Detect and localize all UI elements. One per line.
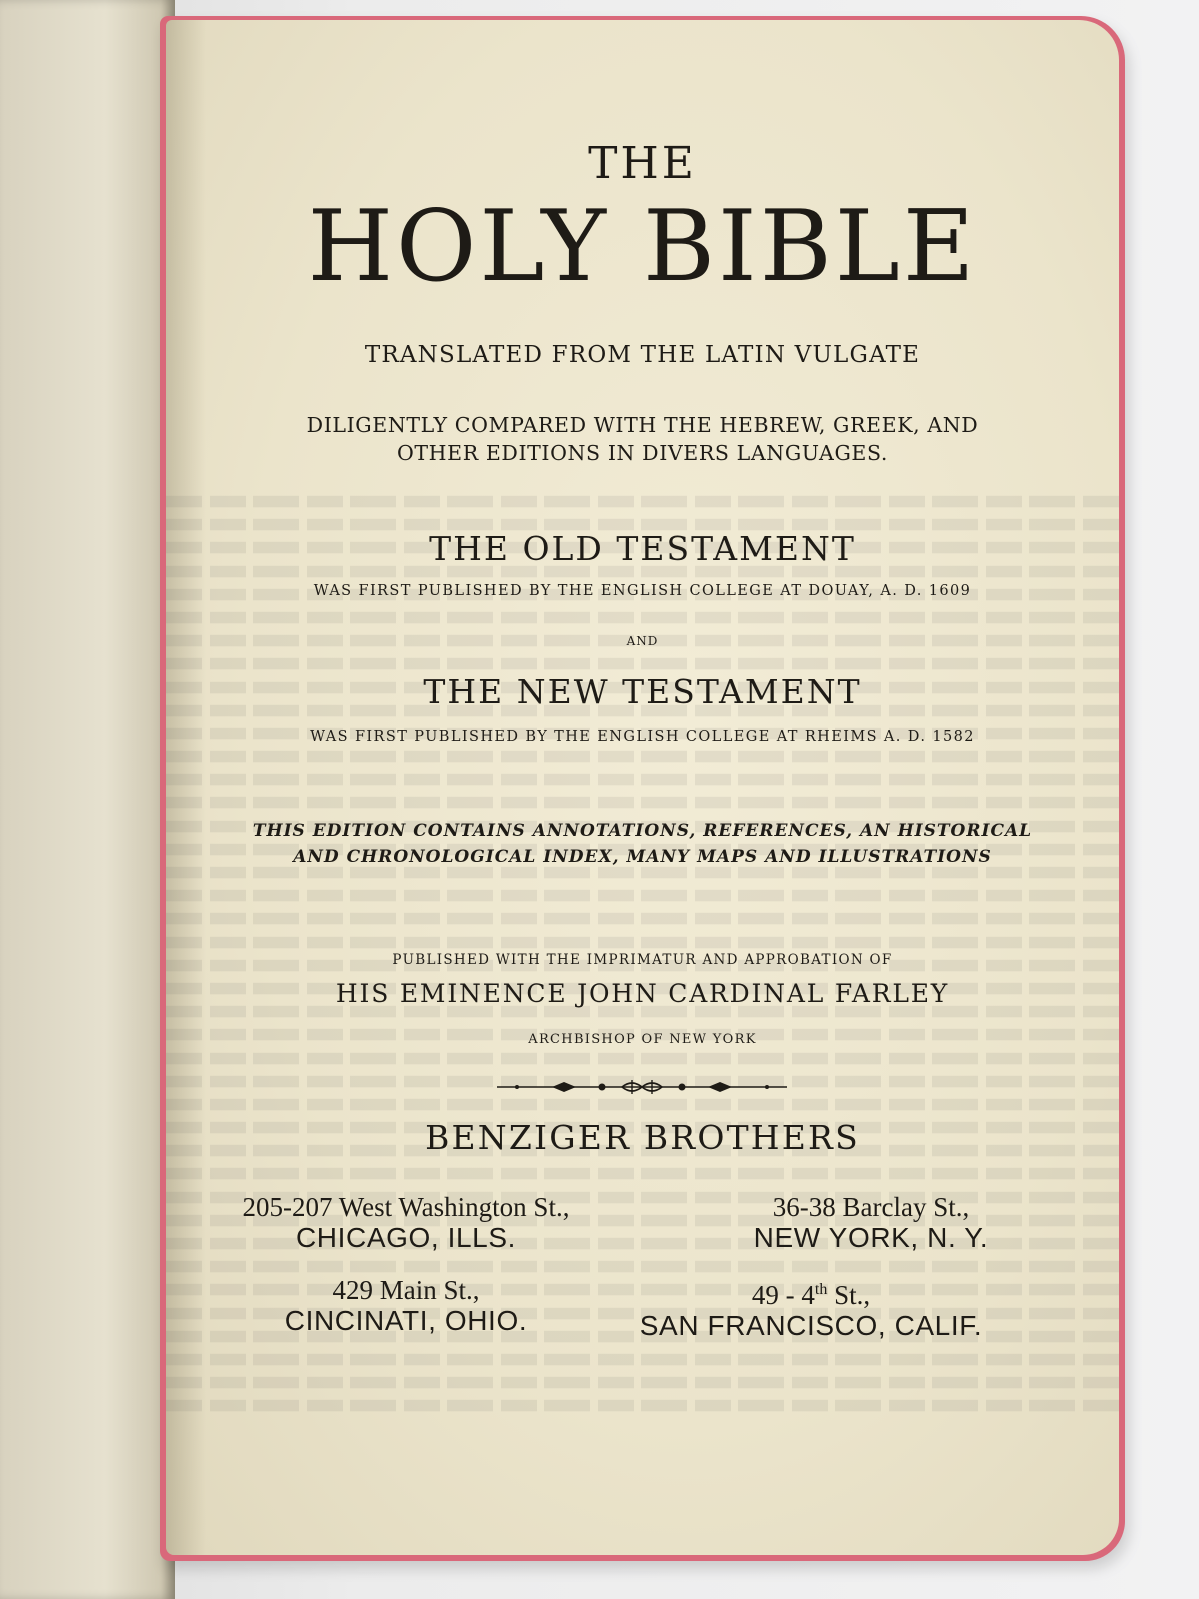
ordinal-suffix: th (814, 1281, 828, 1298)
address-chicago (226, 1192, 586, 1254)
show-through-line (166, 936, 1119, 948)
show-through-line (166, 658, 1119, 670)
old-testament-published: WAS FIRST PUBLISHED BY THE ENGLISH COLLEGE AT DOUAY, A. D. 1609 (313, 583, 972, 599)
left-page-edge (0, 0, 175, 1599)
edition-line-1: THIS EDITION CONTAINS ANNOTATIONS, REFERENCES, AN HISTORICAL (252, 821, 1033, 841)
address-street: 429 Main St., (332, 1275, 480, 1305)
show-through-line (166, 1052, 1119, 1064)
edition-line-2: AND CHRONOLOGICAL INDEX, MANY MAPS AND ILLUSTRATIONS (293, 847, 992, 867)
diligently-line-1: DILIGENTLY COMPARED WITH THE HEBREW, GREEK, AND (306, 413, 979, 437)
new-testament-heading: THE NEW TESTAMENT (423, 672, 862, 711)
address-san-francisco (601, 1275, 1021, 1342)
address-street (601, 1275, 1021, 1310)
show-through-line (166, 496, 1119, 508)
title-page (166, 20, 1119, 1555)
and-word: AND (626, 634, 659, 648)
title-holy-bible: HOLY BIBLE (307, 190, 978, 304)
old-testament-heading: THE OLD TESTAMENT (429, 529, 856, 568)
address-city: SAN FRANCISCO, CALIF. (639, 1310, 983, 1341)
published-with-line: PUBLISHED WITH THE IMPRIMATUR AND APPROBATION OF (392, 952, 893, 968)
show-through-line (166, 1261, 1119, 1273)
show-through-line (166, 1377, 1119, 1389)
show-through-line (166, 913, 1119, 925)
show-through-line (166, 1354, 1119, 1366)
show-through-line (166, 867, 1119, 879)
show-through-line (166, 751, 1119, 763)
show-through-line (166, 1168, 1119, 1180)
address-cincinati (226, 1275, 586, 1337)
address-city: NEW YORK, N. Y. (753, 1222, 989, 1253)
address-street: 205-207 West Washington St., (242, 1192, 570, 1222)
ornament-divider-icon (492, 1077, 792, 1097)
diligently-line-2: OTHER EDITIONS IN DIVERS LANGUAGES. (396, 441, 889, 465)
show-through-line (166, 1400, 1119, 1412)
publisher-name: BENZIGER BROTHERS (425, 1118, 860, 1157)
show-through-line (166, 1099, 1119, 1111)
new-testament-published: WAS FIRST PUBLISHED BY THE ENGLISH COLLEGE AT RHEIMS A. D. 1582 (310, 729, 975, 745)
translated-line: TRANSLATED FROM THE LATIN VULGATE (364, 342, 921, 368)
show-through-line (166, 612, 1119, 624)
address-street: 36-38 Barclay St., (772, 1192, 970, 1222)
street-name: St., (827, 1280, 871, 1310)
title-the: THE (588, 138, 697, 189)
show-through-line (166, 774, 1119, 786)
show-through-line (166, 890, 1119, 902)
show-through-line (166, 797, 1119, 809)
address-city: CINCINATI, OHIO. (284, 1305, 528, 1336)
street-number: 49 - 4 (751, 1280, 815, 1310)
address-new-york (691, 1192, 1051, 1254)
cardinal-name: HIS EMINENCE JOHN CARDINAL FARLEY (335, 979, 950, 1008)
address-city: CHICAGO, ILLS. (295, 1222, 516, 1253)
archbishop-title: ARCHBISHOP OF NEW YORK (528, 1032, 757, 1047)
